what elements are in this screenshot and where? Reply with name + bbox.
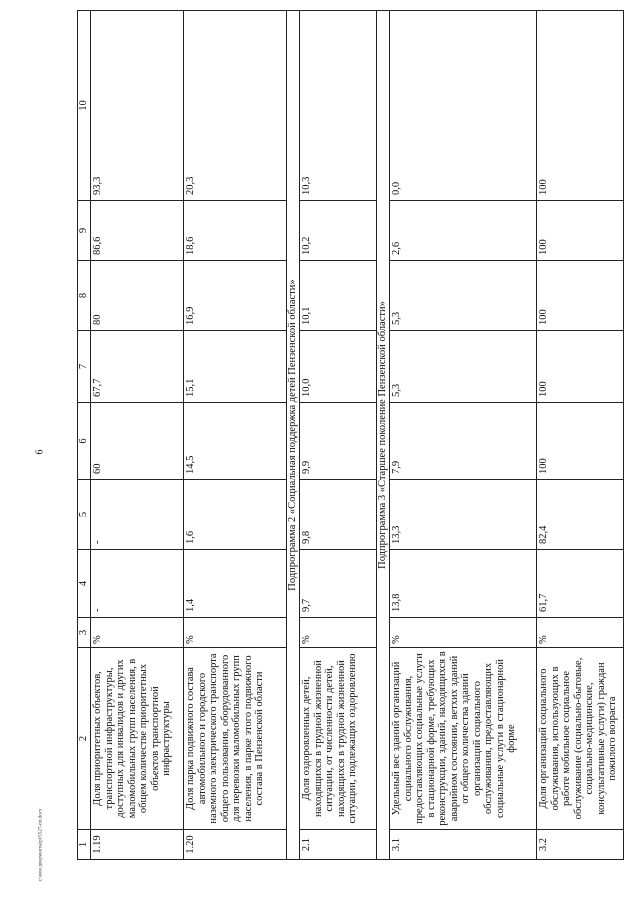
- table-row: [300, 11, 377, 860]
- row-number: 2.1: [300, 830, 377, 860]
- value-cell: -: [91, 480, 184, 550]
- header-cell: 5: [78, 480, 91, 550]
- row-number: 3.2: [537, 830, 624, 860]
- value-cell: 2,6: [390, 201, 537, 261]
- value-cell: 10,1: [300, 261, 377, 331]
- value-cell: 5,3: [390, 261, 537, 331]
- value-cell: 61,7: [537, 550, 624, 618]
- table-row: [184, 11, 287, 860]
- value-cell: 14,5: [184, 403, 287, 480]
- header-cell: 8: [78, 261, 91, 331]
- value-cell: 5,3: [390, 331, 537, 403]
- header-cell: 7: [78, 331, 91, 403]
- value-cell: 0,0: [390, 11, 537, 201]
- value-cell: 13,3: [390, 480, 537, 550]
- row-number: 1.20: [184, 830, 287, 860]
- value-cell: 9,8: [300, 480, 377, 550]
- header-cell: 3: [78, 618, 91, 648]
- value-cell: 9,9: [300, 403, 377, 480]
- indicator-table: [77, 10, 624, 860]
- header-cell: 4: [78, 550, 91, 618]
- unit-cell: %: [300, 618, 377, 648]
- table-row: [390, 11, 537, 860]
- indicator-name: Доля парка подвижного состава автомобильного и городского наземного электрического транспорта общего пользования, оборудованного для перевозки маломобильных групп населения, в парке этого подвижного состава в Пензенской области: [184, 648, 287, 830]
- value-cell: 1,4: [184, 550, 287, 618]
- value-cell: -: [91, 550, 184, 618]
- row-number: 1.19: [91, 830, 184, 860]
- indicator-name: Доля организаций социального обслуживания, использующих в работе мобильное социальное обслуживание (социально-бытовые, социально-медицинские, консультативные услуги) граждан пожилого возраста: [537, 648, 624, 830]
- value-cell: 16,9: [184, 261, 287, 331]
- value-cell: 80: [91, 261, 184, 331]
- table-row: [91, 11, 184, 860]
- value-cell: 100: [537, 11, 624, 201]
- table-row: [537, 11, 624, 860]
- value-cell: 10,0: [300, 331, 377, 403]
- value-cell: 1,6: [184, 480, 287, 550]
- value-cell: 15,1: [184, 331, 287, 403]
- value-cell: 100: [537, 331, 624, 403]
- value-cell: 86,6: [91, 201, 184, 261]
- value-cell: 10,3: [300, 11, 377, 201]
- unit-cell: %: [537, 618, 624, 648]
- header-cell: 1: [78, 830, 91, 860]
- value-cell: 93,3: [91, 11, 184, 201]
- value-cell: 9,7: [300, 550, 377, 618]
- value-cell: 60: [91, 403, 184, 480]
- value-cell: 100: [537, 261, 624, 331]
- indicator-name: Доля приоритетных объектов, транспортной инфраструктуры, доступных для инвалидов и других маломобильных групп населения, в общем количестве приоритетных объектов транспортной инфраструктуры: [91, 648, 184, 830]
- header-row: [78, 11, 91, 860]
- header-cell: 9: [78, 201, 91, 261]
- subprogram-title: Подпрограмма 3 «Старшее поколение Пензенской области»: [377, 11, 390, 860]
- value-cell: 18,6: [184, 201, 287, 261]
- row-number: 3.1: [390, 830, 537, 860]
- footer-file-path: c:\мои документы\pt\5527-пп.docx: [38, 808, 44, 882]
- unit-cell: %: [184, 618, 287, 648]
- subprogram-title: Подпрограмма 2 «Социальная поддержка детей Пензенской области»: [287, 11, 300, 860]
- indicator-table-container: [77, 31, 622, 860]
- subprogram-row: [377, 11, 390, 860]
- header-cell: 6: [78, 403, 91, 480]
- page-number: 6: [34, 449, 46, 455]
- value-cell: 7,9: [390, 403, 537, 480]
- subprogram-row: [287, 11, 300, 860]
- value-cell: 67,7: [91, 331, 184, 403]
- header-cell: 2: [78, 648, 91, 830]
- value-cell: 20,3: [184, 11, 287, 201]
- indicator-name: Доля оздоровленных детей, находящихся в трудной жизненной ситуации, от численности детей, находящихся в трудной жизненной ситуации, подлежащих оздоровлению: [300, 648, 377, 830]
- value-cell: 100: [537, 403, 624, 480]
- unit-cell: %: [91, 618, 184, 648]
- value-cell: 82,4: [537, 480, 624, 550]
- value-cell: 10,2: [300, 201, 377, 261]
- indicator-name: Удельный вес зданий организаций социального обслуживания, предоставляющих социальные услуги в стационарной форме, требующих реконструкции, зданий, находящихся в аварийном состоянии, ветхих зданий от общего количества зданий организаций социального обслуживания, предоставляющих социальные услуги в стационарной форме: [390, 648, 537, 830]
- header-cell: 10: [78, 11, 91, 201]
- unit-cell: %: [390, 618, 537, 648]
- value-cell: 100: [537, 201, 624, 261]
- value-cell: 13,8: [390, 550, 537, 618]
